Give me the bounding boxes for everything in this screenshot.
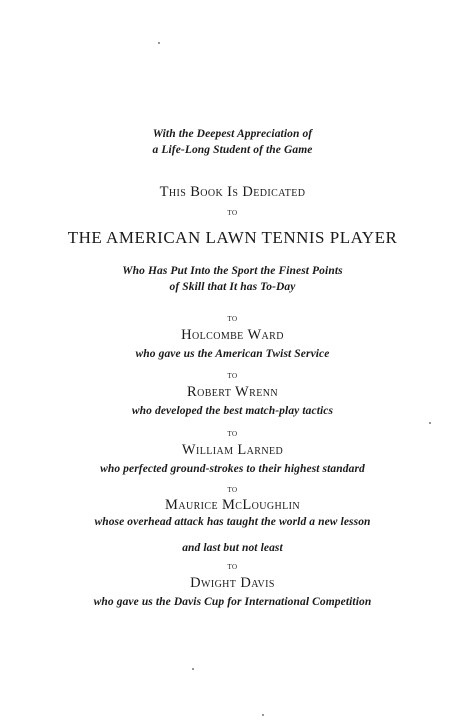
- to-connector: to: [227, 484, 238, 495]
- to-connector: to: [227, 313, 238, 324]
- to-connector: to: [227, 370, 238, 381]
- honoree-tribute: who gave us the American Twist Service: [135, 348, 330, 360]
- honoree-name: Holcombe Ward: [181, 327, 284, 343]
- appreciation-line-1: With the Deepest Appreciation of: [152, 128, 313, 140]
- honoree-name: Dwight Davis: [190, 575, 275, 591]
- appreciation-line-2: a Life-Long Student of the Game: [152, 144, 313, 156]
- to-connector: to: [227, 207, 238, 218]
- dedication-subtitle-line-1: Who Has Put Into the Sport the Finest Points: [122, 265, 343, 277]
- honoree-tribute: who perfected ground-strokes to their highest standard: [100, 463, 365, 475]
- to-connector: to: [227, 428, 238, 439]
- dedication-subtitle-line-2: of Skill that It has To-Day: [169, 281, 296, 293]
- dedication-heading: This Book Is Dedicated: [159, 184, 306, 200]
- honoree-name: Robert Wrenn: [187, 384, 278, 400]
- honoree-tribute: who developed the best match-play tactics: [131, 405, 334, 417]
- page-speck: [158, 42, 160, 44]
- page-speck: [262, 714, 264, 716]
- honoree-tribute: who gave us the Davis Cup for International Competition: [93, 596, 372, 608]
- honoree-name: Maurice McLoughlin: [165, 497, 300, 513]
- to-connector: to: [227, 561, 238, 572]
- page-speck: [192, 668, 194, 670]
- honoree-name: William Larned: [181, 442, 284, 458]
- dedication-title: THE AMERICAN LAWN TENNIS PLAYER: [67, 228, 398, 247]
- page-speck: [429, 422, 431, 424]
- closing-line: and last but not least: [182, 542, 283, 554]
- honoree-tribute: whose overhead attack has taught the world a new lesson: [94, 516, 371, 528]
